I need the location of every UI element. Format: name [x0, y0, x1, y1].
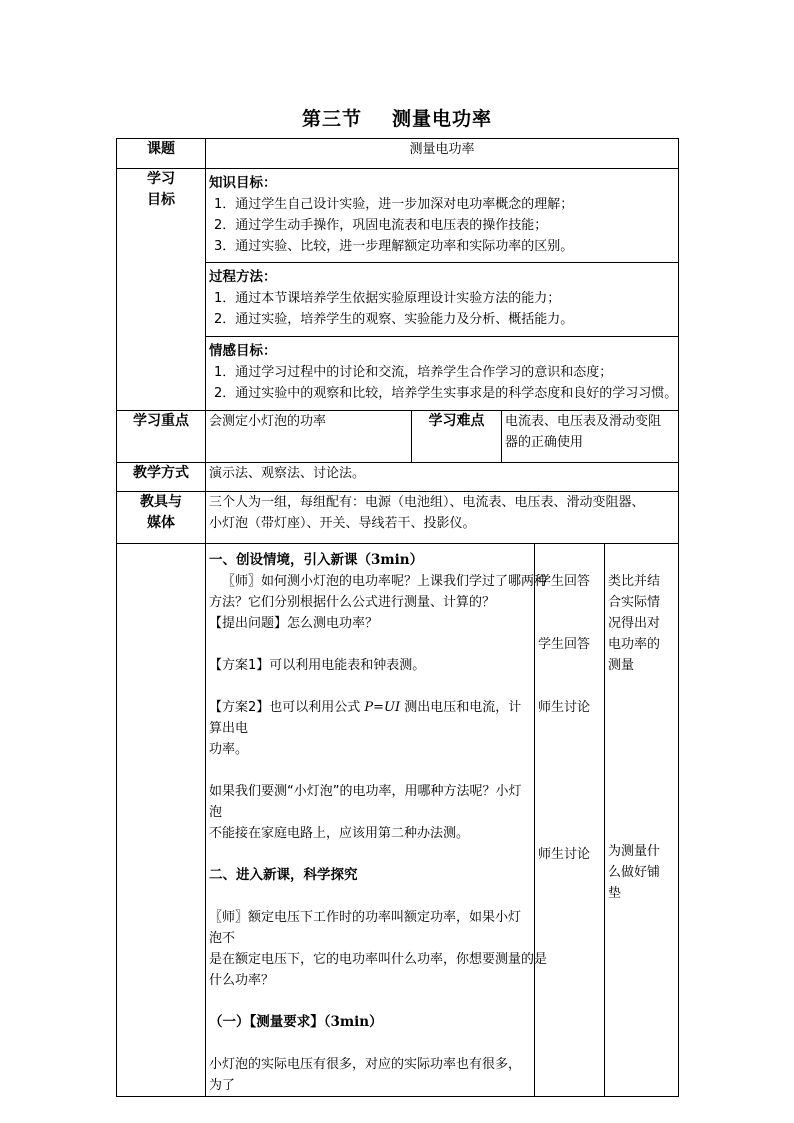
- emotion-item: 1．通过学习过程中的讨论和交流，培养学生合作学习的意识和态度；: [214, 365, 613, 380]
- raise-question: 【提出问题】怎么测电功率？: [209, 616, 379, 631]
- intent-2: 为测量什: [608, 844, 661, 859]
- student-activity-cell: [535, 544, 605, 1097]
- key-point-value: 会测定小灯泡的功率: [206, 411, 412, 463]
- bulb-question: 如果我们要测“小灯泡”的电功率，用哪种方法呢？小灯泡: [209, 784, 522, 820]
- knowledge-item: 3．通过实验、比较，进一步理解额定功率和实际功率的区别。: [214, 239, 574, 254]
- method-value: 演示法、观察法、讨论法。: [206, 463, 679, 492]
- process-objectives: [206, 263, 679, 337]
- activity-answer-1: 学生回答: [538, 574, 591, 589]
- tools-label: 教具与 媒体: [117, 492, 206, 544]
- intent-1: 类比并结: [608, 574, 661, 589]
- process-item: 1．通过本节课培养学生依据实验原理设计实验方法的能力；: [214, 291, 561, 306]
- design-intent-cell: 类比并结 合实际情 况得出对 电功率的 测量 为测量什 么做好铺 垫: [605, 544, 679, 1097]
- tools-row: [117, 492, 679, 544]
- subject-row: [117, 139, 679, 169]
- knowledge-item: 1．通过学生自己设计实验，进一步加深对电功率概念的理解；: [214, 197, 574, 212]
- subsection1-heading: （一）【测量要求】（3min）: [209, 1014, 383, 1030]
- plan-2: 【方案2】也可以利用公式 P=UI 测出电压和电流，计算出电: [209, 700, 522, 736]
- subject-label: 课题: [117, 139, 206, 169]
- focus-row: [117, 411, 679, 463]
- knowledge-heading: 知识目标：: [209, 175, 277, 191]
- knowledge-item: 2．通过学生动手操作，巩固电流表和电压表的操作技能；: [214, 218, 548, 233]
- difficulty-value: 电流表、电压表及滑动变阻 器的正确使用: [502, 411, 679, 463]
- objectives-label: 学习 目标: [117, 169, 206, 411]
- plan-1: 【方案1】可以利用电能表和钟表测。: [209, 658, 426, 673]
- page-title-topic: 测量电功率: [392, 108, 493, 130]
- method-row: [117, 463, 679, 492]
- page-title: [0, 104, 794, 131]
- page-title-section: 第三节: [301, 108, 362, 130]
- rated-power-text: 〖师〗额定电压下工作时的功率叫额定功率，如果小灯泡不: [209, 910, 522, 946]
- lesson-plan-table: [116, 138, 679, 1097]
- emotion-item: 2．通过实验中的观察和比较，培养学生实事求是的科学态度和良好的学习习惯。: [214, 386, 678, 401]
- teacher-question: 〖师〗如何测小灯泡的电功率呢？上课我们学过了哪两种: [222, 574, 548, 589]
- activity-discuss-1: 师生讨论: [538, 700, 591, 715]
- difficulty-label: 学习难点: [412, 411, 502, 463]
- section2-heading: 二、进入新课，科学探究: [209, 867, 358, 883]
- section1-heading: 一、创设情境，引入新课（3min）: [209, 552, 424, 568]
- process-blank-cell: [117, 544, 206, 1097]
- actual-voltage-text: 小灯泡的实际电压有很多，对应的实际功率也有很多，为了: [209, 1057, 522, 1093]
- method-label: 教学方式: [117, 463, 206, 492]
- process-heading: 过程方法：: [209, 269, 277, 285]
- key-point-label: 学习重点: [117, 411, 206, 463]
- process-row: [117, 544, 679, 1097]
- subject-value: 测量电功率: [206, 139, 679, 169]
- emotion-heading: 情感目标：: [209, 343, 277, 359]
- process-item: 2．通过实验，培养学生的观察、实验能力及分析、概括能力。: [214, 312, 574, 327]
- process-content: 一、创设情境，引入新课（3min） 〖师〗如何测小灯泡的电功率呢？上课我们学过了哪两种 方法？它们分别根据什么公式进行测量、计算的？ 【提出问题】怎么测电功率？ 【方案1】可以利用电能表和钟表测。 【方案2】也可以利用公式 P=UI 测出电压和电流，计算出电 功率。 如果我们要测“小灯泡”的电功率，用哪种方法呢？小灯泡 不能接在家庭电路上，应该用第二种办法测。 二、进入新课，科学探究 〖师〗额定电压下工作时的功率叫额定功率，如果小灯泡不 是在额定电压下，它的电功率叫什么功率，你想要测量的是 什么功率？ （一）【测量要求】（3min） 小灯泡的实际电压有很多，对应的实际功率也有很多，为了: [206, 544, 535, 1097]
- activity-answer-2: 学生回答: [538, 637, 591, 652]
- objective-knowledge-row: [117, 169, 679, 263]
- activity-discuss-2: 师生讨论: [538, 847, 591, 862]
- tools-value: 三个人为一组，每组配有：电源（电池组）、电流表、电压表、滑动变阻器、 小灯泡（带灯座）、开关、导线若干、投影仪。: [206, 492, 679, 544]
- knowledge-objectives: [206, 169, 679, 263]
- formula: P=UI: [364, 700, 401, 715]
- emotion-objectives: [206, 337, 679, 411]
